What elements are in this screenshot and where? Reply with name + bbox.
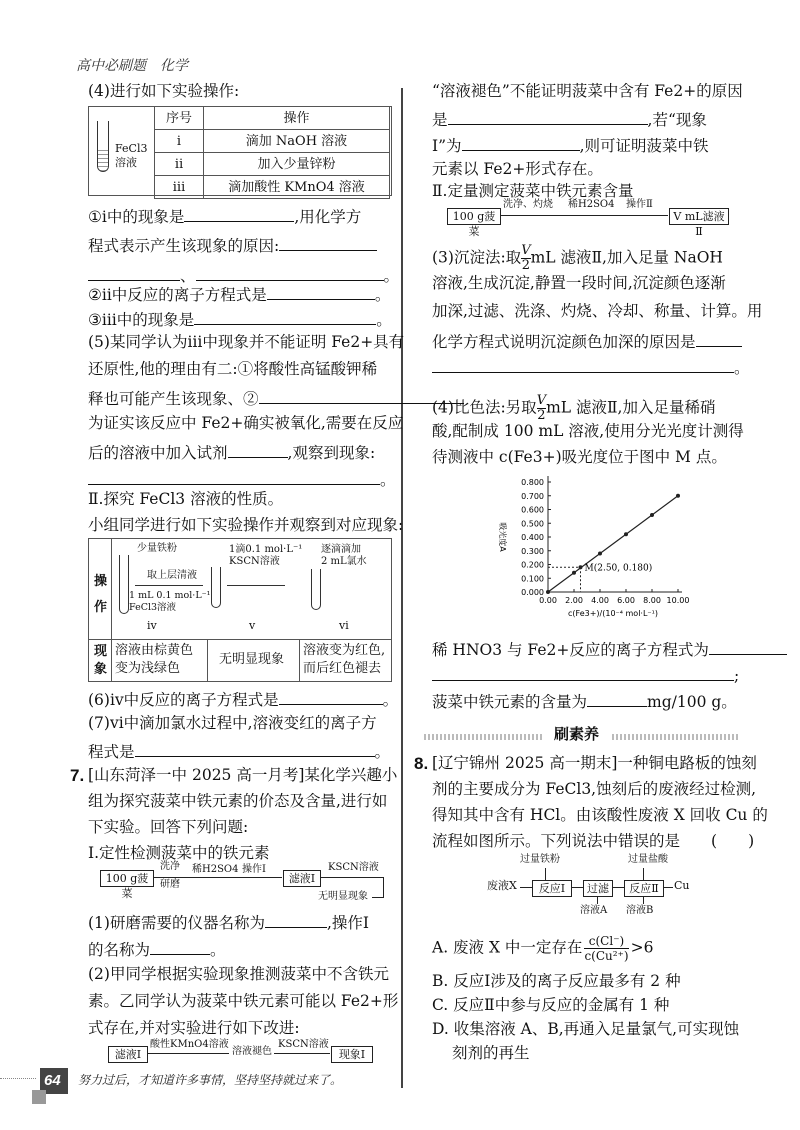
answer-blank[interactable] (448, 110, 648, 125)
q4-2: ②ⅱ中反应的离子方程式是 。 (88, 286, 391, 304)
header-operation: 操作 (204, 107, 390, 130)
option-b: B. 反应Ⅰ涉及的离子反应最多有 2 种 (432, 972, 681, 990)
q5-line4: 为证实该反应中 Fe2+确实被氧化,需要在反应 (88, 414, 404, 432)
option-a: A. 废液 X 中一定存在 $\frac{c(Cl^-)}{\text{c(Cu²⁺)}}$ >6 (432, 934, 654, 963)
fraction: $\frac{V}{2}$ (536, 393, 547, 423)
q6: (6)ⅳ中反应的离子方程式是 。 (88, 691, 399, 709)
answer-blank[interactable] (279, 236, 377, 251)
column-divider (401, 88, 403, 1088)
q4-1: ①ⅰ中的现象是 ,用化学方 (88, 208, 362, 226)
flow-box-filtrate: 滤液Ⅰ (283, 870, 321, 887)
data-point (650, 513, 654, 517)
x-tick-label: 2.00 (565, 596, 583, 605)
y-tick-label: 0.300 (521, 546, 544, 556)
q8-stem: 流程如图所示。下列说法中错误的是 ( ) (432, 832, 755, 850)
q7-section-1: Ⅰ.定性检测菠菜中的铁元素 (88, 844, 270, 862)
x-axis-label: c(Fe3+)/(10⁻⁴ mol·L⁻¹) (568, 609, 658, 618)
q7-1b: 的名称为 。 (88, 941, 226, 959)
x-tick-label: 6.00 (617, 596, 635, 605)
arrow-icon (500, 215, 558, 216)
row-label-phenomenon: 现象 (94, 644, 108, 677)
option-d: D. 收集溶液 A、B,再通入足量氯气,可实现蚀 (432, 1020, 740, 1038)
answer-blank[interactable] (135, 742, 375, 757)
arrow-icon (663, 887, 673, 888)
r-section-2: Ⅱ.定量测定菠菜中铁元素含量 (432, 182, 634, 200)
arrow-icon (154, 877, 188, 878)
flow-box-filtrate-2: V mL滤液Ⅱ (669, 208, 729, 225)
answer-paren[interactable]: ( ) (711, 832, 755, 850)
arrow-icon (571, 887, 583, 888)
flow-result: 无明显现象 (318, 891, 368, 902)
arrow-icon (147, 1053, 229, 1054)
q4-1c: 、 。 (88, 266, 399, 285)
arrow-icon (612, 887, 624, 888)
section-banner: 刷素养 (554, 726, 600, 743)
flow-box-reaction-1: 反应Ⅰ (532, 880, 572, 897)
answer-blank[interactable] (587, 692, 647, 707)
question-7-source: [山东菏泽一中 2025 高一月考]某化学兴趣小 (88, 766, 398, 784)
arrow-icon (616, 215, 668, 216)
page-number: 64 (44, 1072, 61, 1089)
absorbance-chart (480, 468, 690, 636)
arrow-icon (135, 585, 203, 586)
answer-blank[interactable] (432, 358, 734, 373)
r-q4-eq: 稀 HNO3 与 Fe2+反应的离子方程式为 (432, 640, 787, 659)
r-line3: Ⅰ”为 ,则可证明菠菜中铁 (432, 137, 709, 155)
answer-blank[interactable] (432, 666, 734, 681)
question-number: 7. (70, 766, 85, 785)
iron-powder-label: 少量铁粉 (137, 543, 177, 554)
x-tick-label: 4.00 (591, 596, 609, 605)
annotation-label: M(2.50, 0.180) (584, 563, 653, 574)
q7-line2: 程式是 。 (88, 743, 391, 761)
question-number: 8. (414, 754, 429, 773)
answer-blank[interactable] (88, 470, 380, 485)
answer-blank[interactable] (709, 640, 787, 655)
row-operation: 滴加 NaOH 溶液 (204, 130, 390, 153)
answer-blank[interactable] (184, 207, 294, 222)
r-q4-content: 菠菜中铁元素的含量为 mg/100 g。 (432, 693, 737, 711)
answer-blank[interactable] (265, 913, 327, 928)
answer-blank[interactable] (150, 940, 210, 955)
y-axis-label: 吸光度A (498, 522, 507, 552)
r-line2: 是 ,若“现象 (432, 111, 707, 129)
flow-box-spinach: 100 g菠菜 (100, 870, 154, 887)
data-point (572, 571, 576, 575)
answer-blank[interactable] (267, 285, 375, 300)
arrow-icon (188, 877, 230, 878)
arrow-icon (227, 585, 285, 586)
data-point (676, 494, 680, 498)
tube-vi-label: ⅵ (339, 619, 349, 632)
row-label-operation: 操作 (94, 574, 108, 615)
arrow-icon (558, 215, 616, 216)
annotation-point (579, 565, 583, 569)
fraction: $\frac{c(Cl^-)}{\text{c(Cu²⁺)}}$ (584, 934, 629, 963)
answer-blank[interactable] (279, 690, 383, 705)
tube-iv-label: ⅳ (147, 619, 157, 632)
test-tube-icon (119, 555, 129, 614)
arrow-icon (230, 877, 282, 878)
row-index: ⅲ (155, 176, 204, 199)
test-tube-icon (311, 569, 321, 610)
r-q3-line1: (3)沉淀法:取 $\frac{V}{2}$ mL 滤液Ⅱ,加入足量 NaOH (432, 243, 723, 273)
flow-box-filtrate: 滤液Ⅰ (108, 1046, 148, 1063)
fraction: $\frac{V}{2}$ (521, 243, 531, 273)
answer-blank[interactable] (462, 136, 580, 151)
q4-intro: (4)进行如下实验操作: (88, 82, 240, 100)
q4-1b: 程式表示产生该现象的原因: (88, 236, 377, 255)
r-q3-line4: 化学方程式说明沉淀颜色加深的原因是 (432, 332, 742, 351)
answer-blank[interactable] (88, 266, 180, 281)
y-tick-label: 0.700 (521, 491, 544, 501)
q5-line1: (5)某同学认为ⅲ中现象并不能证明 Fe2+具有 (88, 333, 405, 351)
y-tick-label: 0.000 (521, 588, 544, 597)
header-index: 序号 (155, 107, 204, 130)
data-point (624, 532, 628, 536)
data-point (546, 590, 550, 594)
answer-blank[interactable] (228, 443, 288, 458)
arrow-icon (320, 877, 384, 878)
q7-2a: (2)甲同学根据实验现象推测菠菜中不含铁元 (88, 965, 389, 983)
y-tick-label: 0.400 (521, 533, 544, 542)
series-line (548, 496, 678, 592)
r-line4: 元素以 Fe2+形式存在。 (432, 160, 603, 178)
tube-label: FeCl3 (115, 142, 148, 155)
y-tick-label: 0.800 (521, 478, 544, 487)
flow-box-filter: 过滤 (583, 880, 613, 897)
row-index: ⅱ (155, 153, 204, 176)
answer-blank[interactable] (194, 310, 376, 325)
y-tick-label: 0.100 (521, 574, 544, 584)
q5-line2: 还原性,他的理由有二:①将酸性高锰酸钾稀 (88, 360, 378, 378)
y-tick-label: 0.200 (521, 560, 544, 570)
q5-line5: 后的溶液中加入试剂 ,观察到现象: (88, 444, 376, 462)
row-operation: 加入少量锌粉 (204, 153, 390, 176)
section-2-title: Ⅱ.探究 FeCl3 溶液的性质。 (88, 490, 284, 508)
option-d-cont: 刻剂的再生 (452, 1044, 530, 1062)
r-q4-line1: (4)比色法:另取 $\frac{V}{2}$ mL 滤液Ⅱ,加入足量稀硝 (432, 393, 716, 423)
operation-grid (154, 106, 390, 199)
question-8-source: [辽宁锦州 2025 高一期末]一种铜电路板的蚀刻 (432, 754, 757, 772)
x-tick-label: 8.00 (643, 596, 661, 605)
q7-2b: 素。乙同学认为菠菜中铁元素可能以 Fe2+形 (88, 992, 399, 1010)
experiment-table: 操作 现象 少量铁粉 取上层清液 1 mL 0.1 mol·L⁻¹ FeCl3溶液 ⅳ 1滴0.1 mol·L⁻¹ KSCN溶液 ⅴ 逐滴滴加 2 mL氯水 ⅵ 溶液由棕黄色 变为浅绿色 无明显现象 溶液变为红色, 而后红色褪去 (88, 538, 392, 682)
q7-2c: 式存在,并对实验进行如下改进: (88, 1019, 300, 1037)
row-operation: 滴加酸性 KMnO4 溶液 (204, 176, 390, 199)
r-line1: “溶液褪色”不能证明菠菜中含有 Fe2+的原因 (432, 82, 743, 100)
section-2-intro: 小组同学进行如下实验操作并观察到对应现象: (88, 516, 404, 534)
flow-box-result: 现象Ⅰ (331, 1046, 373, 1063)
answer-blank[interactable] (696, 332, 742, 347)
q5-line3: 释也可能产生该现象、② (88, 389, 464, 408)
answer-blank[interactable] (196, 266, 384, 281)
q7-line1: (7)ⅵ中滴加氯水过程中,溶液变红的离子方 (88, 714, 377, 732)
test-tube-icon (211, 567, 221, 608)
tube-v-label: ⅴ (249, 619, 256, 632)
y-tick-label: 0.500 (521, 519, 544, 529)
book-title: 高中必刷题 化学 (76, 57, 188, 73)
data-point (598, 552, 602, 556)
footer-motto: 努力过后，才知道许多事情，坚持坚持就过来了。 (78, 1073, 343, 1087)
q7-1: (1)研磨需要的仪器名称为 ,操作Ⅰ (88, 914, 370, 932)
tube-label-2: 溶液 (115, 156, 137, 169)
flow-box-reaction-2: 反应Ⅱ (624, 880, 664, 897)
option-c: C. 反应Ⅱ中参与反应的金属有 1 种 (432, 996, 670, 1014)
row-index: ⅰ (155, 130, 204, 153)
take-upper-label: 取上层清液 (147, 570, 197, 581)
q4-3: ③ⅲ中的现象是 。 (88, 311, 392, 329)
x-tick-label: 10.00 (666, 596, 690, 605)
y-tick-label: 0.600 (521, 505, 544, 515)
flow-box-spinach: 100 g菠菜 (447, 208, 501, 225)
x-tick-label: 0.00 (539, 596, 557, 605)
arrow-icon (274, 1053, 330, 1054)
arrow-icon (520, 887, 532, 888)
